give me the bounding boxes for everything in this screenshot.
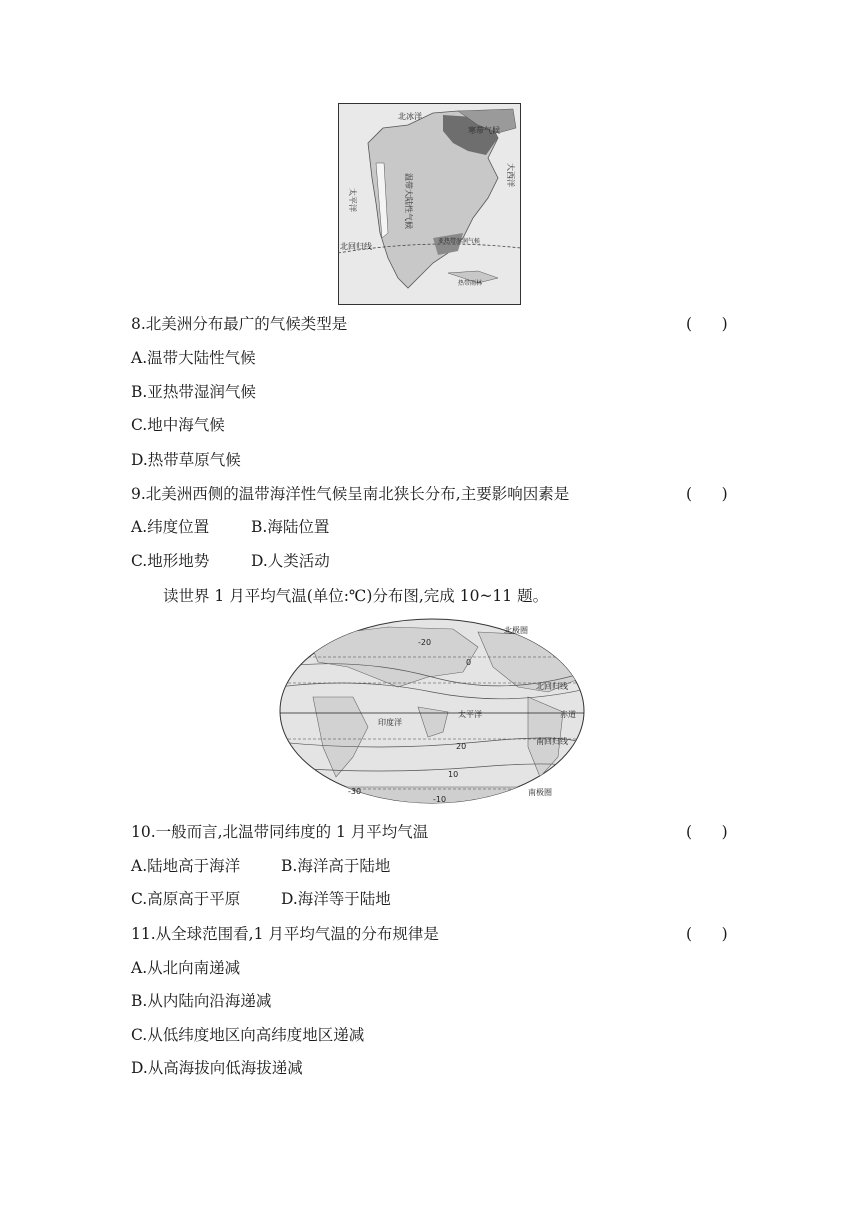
pacific-ocean-label: 太平洋: [348, 188, 357, 212]
tropic-of-cancer-label: 北回归线: [340, 242, 372, 251]
question-10-answer-blank: ( ): [686, 823, 728, 841]
arctic-circle-label: 北极圈: [504, 626, 528, 635]
question-10-option-c: C.高原高于平原: [131, 890, 241, 908]
question-8-stem: 8.北美洲分布最广的气候类型是: [131, 315, 348, 333]
continental-climate-label: 温带大陆性气候: [404, 173, 413, 229]
indian-ocean-label: 印度洋: [378, 718, 402, 727]
question-11-option-a: A.从北向南递减: [131, 959, 241, 977]
question-10-option-a: A.陆地高于海洋: [131, 857, 241, 875]
question-8-answer-blank: ( ): [686, 315, 728, 333]
isotherm-minus-30-label: -30: [348, 787, 362, 796]
question-9-stem: 9.北美洲西侧的温带海洋性气候呈南北狭长分布,主要影响因素是: [131, 485, 570, 503]
antarctic-circle-label: 南极圈: [528, 788, 552, 797]
question-9-answer-blank: ( ): [686, 485, 728, 503]
north-america-climate-map: [338, 103, 521, 305]
isotherm-minus-20-label: -20: [418, 638, 432, 647]
question-9-option-c: C.地形地势: [131, 552, 210, 570]
world-map-svg: [278, 617, 586, 805]
isotherm-0-label: 0: [466, 658, 472, 667]
rainforest-label: 热带雨林: [458, 280, 483, 287]
question-11-option-b: B.从内陆向沿海递减: [131, 992, 272, 1010]
question-8-option-d: D.热带草原气候: [131, 451, 241, 469]
question-10-option-b: B.海洋高于陆地: [281, 857, 391, 875]
isotherm-minus-10-label: -10: [433, 795, 447, 804]
question-11-option-d: D.从高海拔向低海拔递减: [131, 1059, 303, 1077]
tropic-of-cancer-label: 北回归线: [536, 682, 568, 691]
equator-label: 赤道: [560, 710, 576, 719]
arctic-ocean-label: 北冰洋: [398, 112, 422, 121]
question-9-option-d: D.人类活动: [251, 552, 330, 570]
question-8-option-a: A.温带大陆性气候: [131, 349, 256, 367]
question-9-option-b: B.海陆位置: [251, 518, 330, 536]
question-9-option-a: A.纬度位置: [131, 518, 210, 536]
question-10-stem: 10.一般而言,北温带同纬度的 1 月平均气温: [131, 823, 429, 841]
pacific-ocean-label: 太平洋: [458, 710, 482, 719]
isotherm-10-label: 10: [448, 770, 459, 779]
question-11-option-c: C.从低纬度地区向高纬度地区递减: [131, 1026, 365, 1044]
question-8-option-b: B.亚热带湿润气候: [131, 383, 256, 401]
question-11-answer-blank: ( ): [686, 925, 728, 943]
atlantic-ocean-label: 大西洋: [506, 163, 515, 187]
question-10-option-d: D.海洋等于陆地: [281, 890, 391, 908]
question-8-option-c: C.地中海气候: [131, 416, 225, 434]
world-january-temperature-map: [278, 617, 586, 805]
isotherm-20-label: 20: [456, 742, 467, 751]
tundra-label: 寒带气候: [468, 126, 500, 135]
subtropical-label: 亚热带湿润气候: [438, 238, 481, 245]
question-11-stem: 11.从全球范围看,1 月平均气温的分布规律是: [131, 925, 439, 943]
questions-10-11-intro: 读世界 1 月平均气温(单位:℃)分布图,完成 10~11 题。: [163, 587, 549, 605]
tropic-of-capricorn-label: 南回归线: [536, 737, 568, 746]
north-america-map-svg: [338, 103, 521, 305]
